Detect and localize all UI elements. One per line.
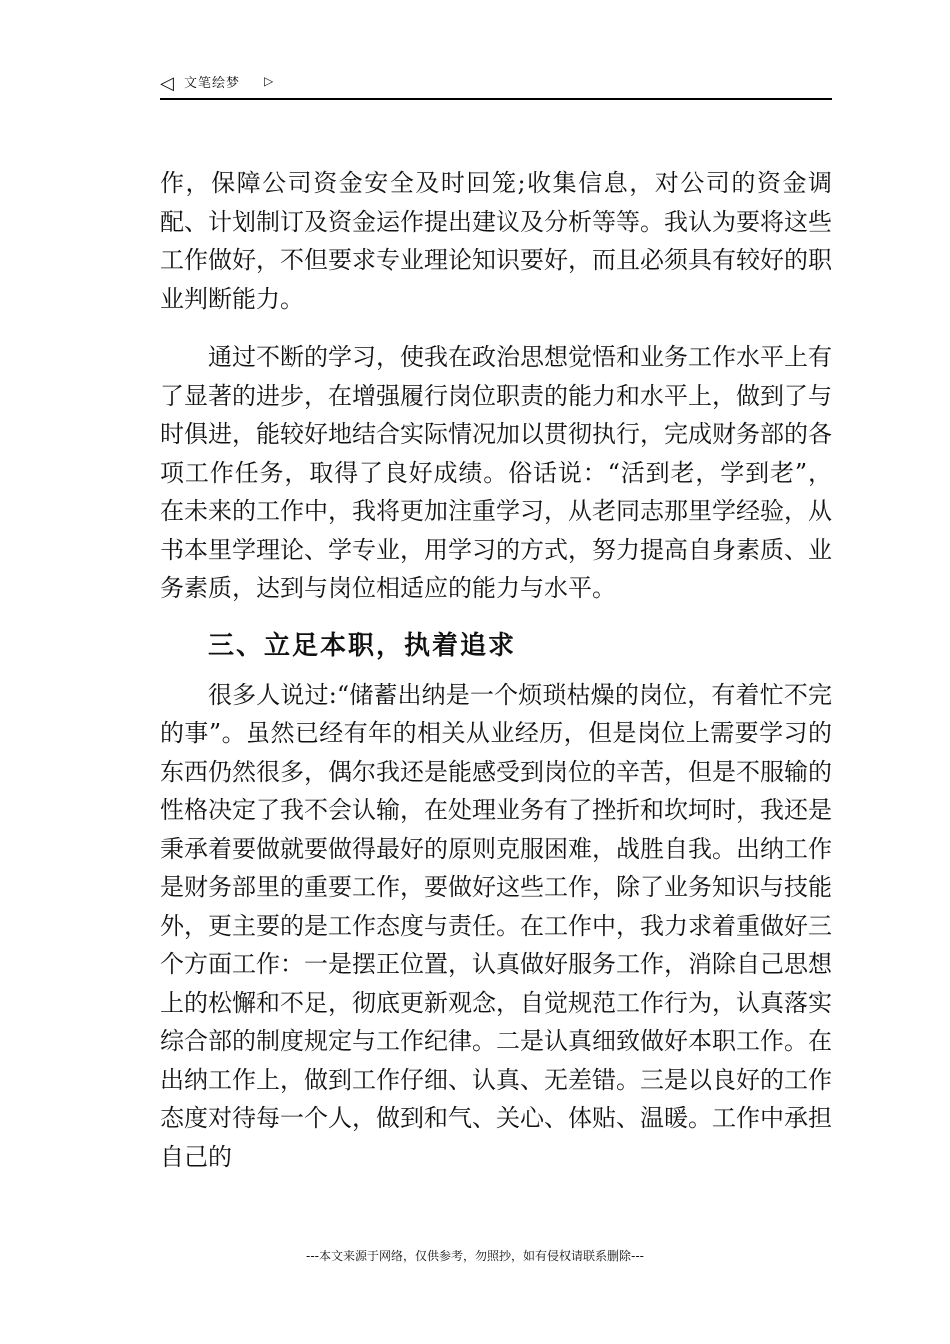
triangle-left-icon: ◁: [160, 73, 174, 94]
document-body: [160, 164, 832, 1176]
paragraph-1: 作，保障公司资金安全及时回笼;收集信息，对公司的资金调配、计划制订及资金运作提出建议及分析等等。我认为要将这些工作做好，不但要求专业理论知识要好，而且必须具有较好的职业判断能力。: [160, 169, 832, 313]
paragraph-2: 通过不断的学习，使我在政治思想觉悟和业务工作水平上有了显著的进步，在增强履行岗位职责的能力和水平上，做到了与时俱进，能较好地结合实际情况加以贯彻执行，完成财务部的各项工作任务，取得了良好成绩。俗话说：“活到老，学到老”，在未来的工作中，我将更加注重学习，从老同志那里学经验，从书本里学理论、学专业，用学习的方式，努力提高自身素质、业务素质，达到与岗位相适应的能力与水平。: [160, 343, 832, 602]
paragraph-3: 很多人说过:“储蓄出纳是一个烦琐枯燥的岗位，有着忙不完的事”。虽然已经有年的相关从业经历，但是岗位上需要学习的东西仍然很多，偶尔我还是能感受到岗位的辛苦，但是不服输的性格决定了我不会认输，在处理业务有了挫折和坎坷时，我还是秉承着要做就要做得最好的原则克服困难，战胜自我。出纳工作是财务部里的重要工作，要做好这些工作，除了业务知识与技能外，更主要的是工作态度与责任。在工作中，我力求着重做好三个方面工作：一是摆正位置，认真做好服务工作，消除自己思想上的松懈和不足，彻底更新观念，自觉规范工作行为，认真落实综合部的制度规定与工作纪律。二是认真细致做好本职工作。在出纳工作上，做到工作仔细、认真、无差错。三是以良好的工作态度对待每一个人，做到和气、关心、体贴、温暖。工作中承担自己的: [160, 680, 832, 1171]
section-heading: 三、立足本职，执着追求: [208, 630, 517, 661]
page-footer: ---本文来源于网络，仅供参考，勿照抄，如有侵权请联系删除---: [306, 1249, 644, 1263]
triangle-right-icon: ▷: [264, 74, 274, 88]
page-header: [160, 72, 832, 100]
header-title: 文笔绘梦: [184, 76, 241, 91]
